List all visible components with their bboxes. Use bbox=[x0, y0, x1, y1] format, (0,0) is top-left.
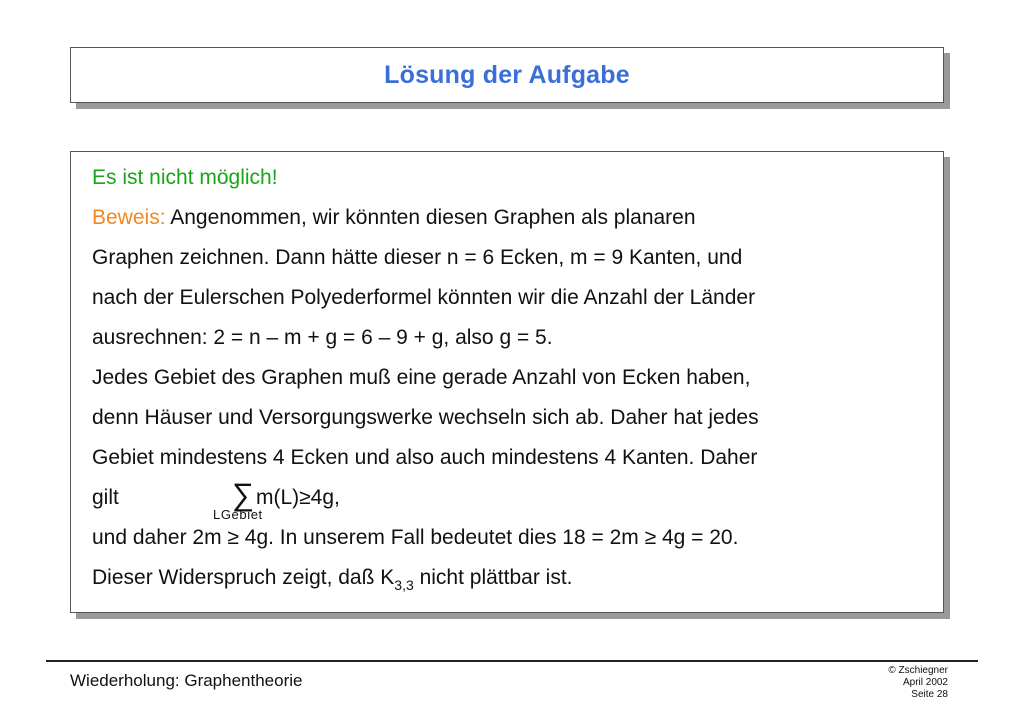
proof-line-4: ausrechnen: 2 = n – m + g = 6 – 9 + g, also g = 5. bbox=[92, 326, 553, 349]
sum-subscript: LGebiet bbox=[213, 507, 263, 522]
graph-subscript: 3,3 bbox=[394, 577, 414, 593]
conclusion-line bbox=[92, 558, 938, 598]
footer-date: April 2002 bbox=[902, 677, 948, 688]
footer-meta bbox=[888, 665, 948, 701]
footer-divider bbox=[46, 660, 978, 662]
sum-expression: m(L)≥4g, bbox=[256, 486, 340, 509]
proof-line-8: und daher 2m ≥ 4g. In unserem Fall bedeutet dies 18 = 2m ≥ 4g = 20. bbox=[92, 526, 739, 549]
content-box bbox=[70, 151, 944, 613]
title-box bbox=[70, 47, 944, 103]
proof-line-6: denn Häuser und Versorgungswerke wechseln sich ab. Daher hat jedes bbox=[92, 406, 759, 429]
slide-title: Lösung der Aufgabe bbox=[384, 60, 630, 89]
content-text bbox=[92, 158, 938, 598]
formula-line bbox=[92, 477, 938, 522]
proof-line-7: Gebiet mindestens 4 Ecken und also auch mindestens 4 Kanten. Daher bbox=[92, 446, 758, 469]
formula-prefix: gilt bbox=[92, 486, 119, 509]
conclusion-suffix: nicht plättbar ist. bbox=[413, 566, 573, 589]
footer-topic: Wiederholung: Graphentheorie bbox=[70, 671, 303, 690]
conclusion-prefix: Dieser Widerspruch zeigt, daß K bbox=[92, 566, 395, 589]
proof-line-1 bbox=[92, 198, 938, 238]
statement-line: Es ist nicht möglich! bbox=[92, 166, 278, 189]
footer-page: Seite 28 bbox=[911, 689, 948, 700]
proof-text-1: Angenommen, wir könnten diesen Graphen als planaren bbox=[165, 206, 696, 229]
proof-line-3: nach der Eulerschen Polyederformel könnten wir die Anzahl der Länder bbox=[92, 286, 756, 309]
sum-symbol: ∑ bbox=[232, 477, 255, 512]
proof-line-2: Graphen zeichnen. Dann hätte dieser n = 6 Ecken, m = 9 Kanten, und bbox=[92, 246, 743, 269]
footer-copyright: © Zschiegner bbox=[888, 665, 948, 676]
proof-line-5: Jedes Gebiet des Graphen muß eine gerade Anzahl von Ecken haben, bbox=[92, 366, 751, 389]
proof-label: Beweis: bbox=[92, 206, 166, 229]
